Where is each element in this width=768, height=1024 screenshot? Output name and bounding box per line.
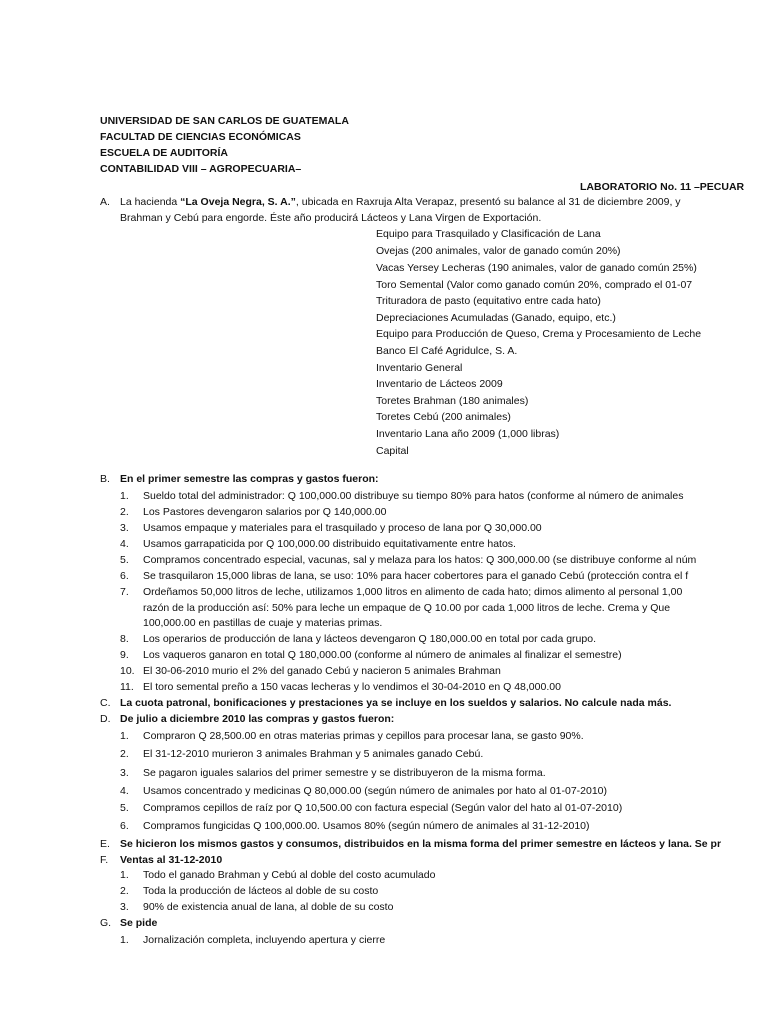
item-number: 3. — [120, 767, 129, 779]
intro-text: La hacienda — [120, 196, 181, 208]
balance-item: Trituradora de pasto (equitativo entre cada hato) — [376, 295, 601, 307]
item-number: 1. — [120, 490, 129, 502]
item-text: Compramos concentrado especial, vacunas, sal y melaza para los hatos: Q 300,000.00 (se distribuye conforme al núm — [143, 554, 697, 566]
item-number: 2. — [120, 748, 129, 760]
balance-item: Depreciaciones Acumuladas (Ganado, equipo, etc.) — [376, 312, 616, 324]
item-text: Compraron Q 28,500.00 en otras materias primas y cepillos para procesar lana, se gasto 90%. — [143, 730, 584, 742]
item-number: 4. — [120, 538, 129, 550]
item-text: Compramos cepillos de raíz por Q 10,500.00 con factura especial (Según valor del hato al 01-07-2010) — [143, 802, 623, 814]
item-text: 90% de existencia anual de lana, al doble de su costo — [143, 901, 394, 913]
header-university: UNIVERSIDAD DE SAN CARLOS DE GUATEMALA — [100, 115, 349, 127]
balance-item: Banco El Café Agridulce, S. A. — [376, 345, 518, 357]
balance-item: Inventario Lana año 2009 (1,000 libras) — [376, 428, 560, 440]
item-number: 3. — [120, 522, 129, 534]
balance-item: Vacas Yersey Lecheras (190 animales, valor de ganado común 25%) — [376, 262, 697, 274]
company-name: “La Oveja Negra, S. A.” — [180, 196, 296, 208]
item-text: Usamos concentrado y medicinas Q 80,000.00 (según número de animales por hato al 01-07-2010) — [143, 785, 608, 797]
header-faculty: FACULTAD DE CIENCIAS ECONÓMICAS — [100, 131, 301, 143]
item-text: El 31-12-2010 murieron 3 animales Brahman y 5 animales ganado Cebú. — [143, 748, 484, 760]
balance-item: Toro Semental (Valor como ganado común 20%, comprado el 01-07 — [376, 279, 693, 291]
section-letter: C. — [100, 697, 111, 709]
balance-item: Toretes Brahman (180 animales) — [376, 395, 529, 407]
item-text: razón de la producción así: 50% para leche un empaque de Q 10.00 por cada 1,000 litros de leche. Crema y Que — [143, 602, 671, 614]
item-number: 1. — [120, 730, 129, 742]
section-a-intro-2: Brahman y Cebú para engorde. Éste año producirá Lácteos y Lana Virgen de Exportación. — [120, 212, 542, 224]
section-b-title: En el primer semestre las compras y gastos fueron: — [120, 473, 379, 485]
item-number: 6. — [120, 570, 129, 582]
balance-item: Inventario General — [376, 362, 463, 374]
section-letter: G. — [100, 917, 112, 929]
item-text: Usamos garrapaticida por Q 100,000.00 distribuido equitativamente entre hatos. — [143, 538, 516, 550]
item-text: Se pagaron iguales salarios del primer semestre y se distribuyeron de la misma forma. — [143, 767, 546, 779]
item-number: 1. — [120, 934, 129, 946]
item-number: 5. — [120, 554, 129, 566]
item-number: 3. — [120, 901, 129, 913]
item-number: 7. — [120, 586, 129, 598]
balance-item: Ovejas (200 animales, valor de ganado común 20%) — [376, 245, 621, 257]
balance-item: Equipo para Producción de Queso, Crema y Procesamiento de Leche — [376, 328, 702, 340]
item-text: Toda la producción de lácteos al doble de su costo — [143, 885, 379, 897]
header-school: ESCUELA DE AUDITORÍA — [100, 147, 228, 159]
lab-title: LABORATORIO No. 11 –PECUAR — [580, 181, 745, 193]
item-number: 2. — [120, 885, 129, 897]
balance-item: Toretes Cebú (200 animales) — [376, 411, 511, 423]
item-number: 2. — [120, 506, 129, 518]
section-c-text: La cuota patronal, bonificaciones y prestaciones ya se incluye en los sueldos y salarios. No calcule nada más. — [120, 697, 672, 709]
balance-item: Inventario de Lácteos 2009 — [376, 378, 503, 390]
item-number: 8. — [120, 633, 129, 645]
item-text: Los operarios de producción de lana y lácteos devengaron Q 180,000.00 en total por cada grupo. — [143, 633, 596, 645]
item-number: 11. — [120, 681, 134, 693]
item-text: Se trasquilaron 15,000 libras de lana, se uso: 10% para hacer cobertores para el ganado Cebú (protección contra el f — [143, 570, 689, 582]
item-number: 5. — [120, 802, 129, 814]
header-course: CONTABILIDAD VIII – AGROPECUARIA– — [100, 163, 302, 175]
item-number: 4. — [120, 785, 129, 797]
item-text: Jornalización completa, incluyendo apertura y cierre — [143, 934, 386, 946]
section-d-title: De julio a diciembre 2010 las compras y gastos fueron: — [120, 713, 395, 725]
item-text: Todo el ganado Brahman y Cebú al doble del costo acumulado — [143, 869, 436, 881]
section-letter: B. — [100, 473, 110, 485]
item-number: 1. — [120, 869, 129, 881]
section-a-intro — [120, 196, 681, 209]
section-letter: A. — [100, 196, 110, 208]
section-g-title: Se pide — [120, 917, 158, 929]
intro-text: , ubicada en Raxruja Alta Verapaz, presentó su balance al 31 de diciembre 2009, y — [295, 196, 681, 208]
section-letter: D. — [100, 713, 111, 725]
item-text: Los vaqueros ganaron en total Q 180,000.00 (conforme al número de animales al finalizar el semestre) — [143, 649, 622, 661]
item-text: Los Pastores devengaron salarios por Q 140,000.00 — [143, 506, 387, 518]
item-text: Ordeñamos 50,000 litros de leche, utilizamos 1,000 litros en alimento de cada hato; dimos alimento al personal 1,00 — [143, 586, 683, 598]
section-f-title: Ventas al 31-12-2010 — [120, 854, 223, 866]
item-text: Sueldo total del administrador: Q 100,000.00 distribuye su tiempo 80% para hatos (conforme al número de animales — [143, 490, 684, 502]
item-text: El toro semental preño a 150 vacas lecheras y lo vendimos el 30-04-2010 en Q 48,000.00 — [143, 681, 561, 693]
item-text: Usamos empaque y materiales para el trasquilado y proceso de lana por Q 30,000.00 — [143, 522, 542, 534]
balance-item: Capital — [376, 445, 409, 457]
item-number: 6. — [120, 820, 129, 832]
item-number: 10. — [120, 665, 135, 677]
section-letter: E. — [100, 838, 110, 850]
section-e-text: Se hicieron los mismos gastos y consumos, distribuidos en la misma forma del primer semestre en lácteos y lana. Se pr — [120, 838, 722, 850]
item-text: 100,000.00 en pastillas de cuaje y materias primas. — [143, 617, 383, 629]
item-text: El 30-06-2010 murio el 2% del ganado Cebú y nacieron 5 animales Brahman — [143, 665, 501, 677]
balance-item: Equipo para Trasquilado y Clasificación de Lana — [376, 228, 601, 240]
section-letter: F. — [100, 854, 109, 866]
item-text: Compramos fungicidas Q 100,000.00. Usamos 80% (según número de animales al 31-12-2010) — [143, 820, 590, 832]
item-number: 9. — [120, 649, 129, 661]
